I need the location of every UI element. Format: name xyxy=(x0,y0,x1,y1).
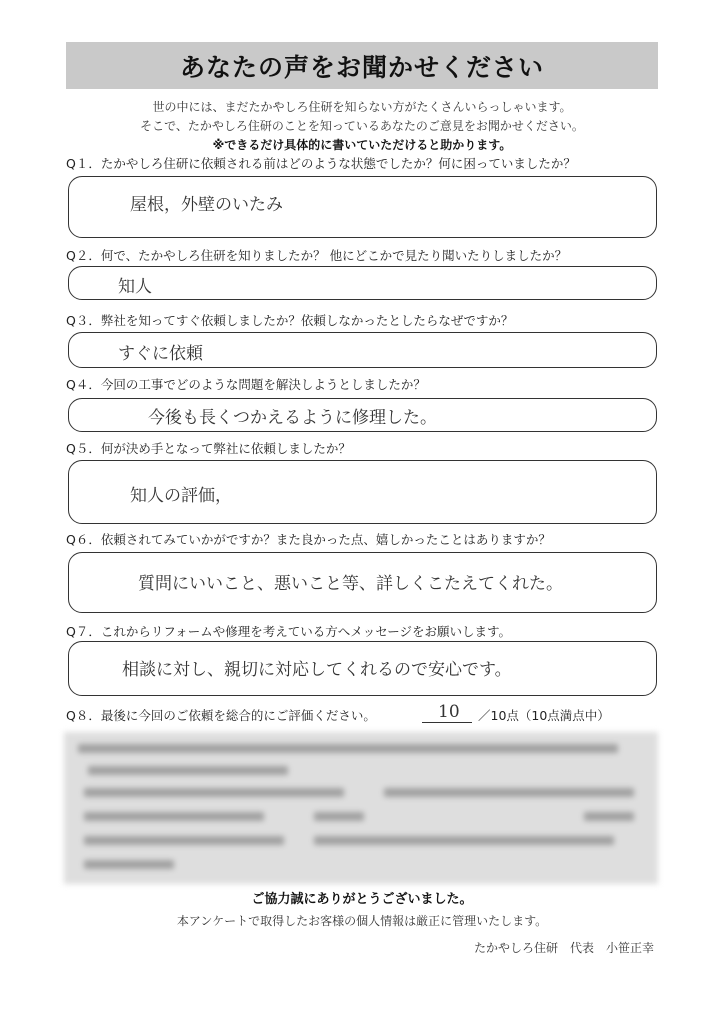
question-1-label: Q１．たかやしろ住研に依頼される前はどのような状態でしたか？何に困っていましたか？ xyxy=(66,156,576,171)
score-suffix: ／10点（10点満点中） xyxy=(478,708,610,723)
intro-line-2: そこで、たかやしろ住研のことを知っているあなたのご意見をお聞かせください。 xyxy=(140,119,584,133)
signature: たかやしろ住研 代表 小笹正幸 xyxy=(473,941,654,955)
question-4-label: Q４．今回の工事でどのような問題を解決しようとしましたか？ xyxy=(66,377,426,392)
question-3-label: Q３．弊社を知ってすぐ依頼しましたか？依頼しなかったとしたらなぜですか？ xyxy=(66,313,514,328)
thanks-message: ご協力誠にありがとうございました。 xyxy=(251,892,473,907)
answer-5: 知人の評価， xyxy=(130,486,232,506)
score-underline xyxy=(422,722,472,723)
score-value: 10 xyxy=(438,702,460,722)
answer-7: 相談に対し、親切に対応してくれるので安心です。 xyxy=(122,660,512,680)
answer-2: 知人 xyxy=(118,277,152,297)
title-banner xyxy=(66,42,658,89)
redacted-area xyxy=(64,732,658,884)
question-2-label: Q２．何で、たかやしろ住研を知りましたか？ 他にどこかで見たり聞いたりしましたか？ xyxy=(66,248,568,263)
answer-box-2 xyxy=(68,266,657,300)
answer-6: 質問にいいこと、悪いこと等、詳しくこたえてくれた。 xyxy=(138,574,563,594)
question-5-label: Q５．何が決め手となって弊社に依頼しましたか？ xyxy=(66,441,351,456)
question-8-label: Q８．最後に今回のご依頼を総合的にご評価ください。 xyxy=(66,708,376,723)
privacy-note: 本アンケートで取得したお客様の個人情報は厳正に管理いたします。 xyxy=(176,914,548,928)
answer-1: 屋根，外壁のいたみ xyxy=(130,195,283,215)
page-title: あなたの声をお聞かせください xyxy=(179,52,544,82)
question-7-label: Q７．これからリフォームや修理を考えている方へメッセージをお願いします。 xyxy=(66,624,511,639)
answer-4: 今後も長くつかえるように修理した。 xyxy=(148,408,437,428)
question-6-label: Q６．依頼されてみていかがですか？また良かった点、嬉しかったことはありますか？ xyxy=(66,532,551,547)
intro-note: ※できるだけ具体的に書いていただけると助かります。 xyxy=(212,138,512,152)
intro-line-1: 世の中には、まだたかやしろ住研を知らない方がたくさんいらっしゃいます。 xyxy=(152,100,572,114)
answer-3: すぐに依頼 xyxy=(118,344,203,364)
